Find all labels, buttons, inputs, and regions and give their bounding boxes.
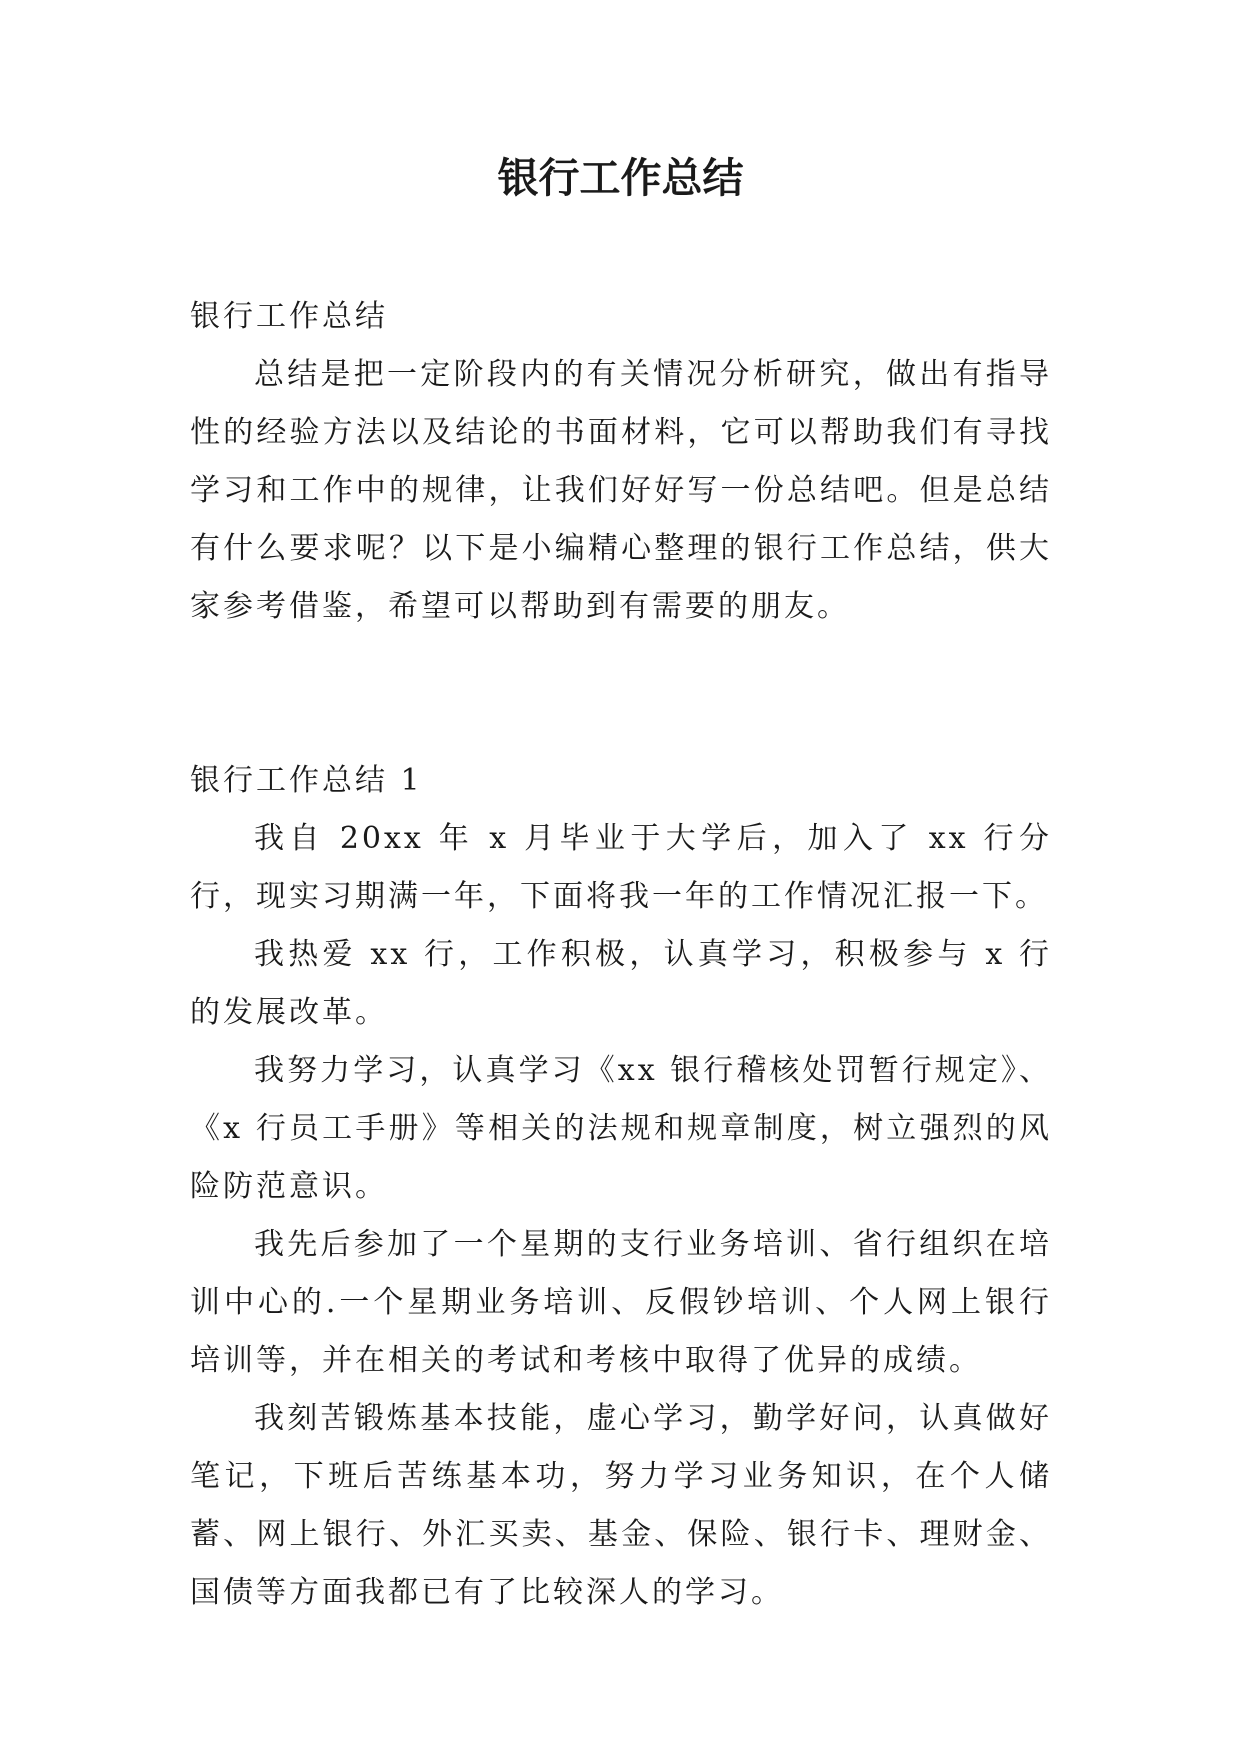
- body-paragraph: 我努力学习，认真学习《xx 银行稽核处罚暂行规定》、《x 行员工手册》等相关的法规和规章制度，树立强烈的风险防范意识。: [190, 1053, 1052, 1204]
- section-spacer: [190, 636, 1052, 752]
- intro-paragraph: 总结是把一定阶段内的有关情况分析研究，做出有指导性的经验方法以及结论的书面材料，它可以帮助我们有寻找学习和工作中的规律，让我们好好写一份总结吧。但是总结有什么要求呢？以下是小编精心整理的银行工作总结，供大家参考借鉴，希望可以帮助到有需要的朋友。: [190, 357, 1052, 624]
- body-paragraph: 我热爱 xx 行，工作积极，认真学习，积极参与 x 行的发展改革。: [190, 937, 1052, 1030]
- intro-heading: 银行工作总结: [190, 299, 388, 334]
- body-paragraph: 我自 20xx 年 x 月毕业于大学后，加入了 xx 行分行，现实习期满一年，下面将我一年的工作情况汇报一下。: [190, 821, 1052, 914]
- body-paragraph: 我先后参加了一个星期的支行业务培训、省行组织在培训中心的.一个星期业务培训、反假钞培训、个人网上银行培训等，并在相关的考试和考核中取得了优异的成绩。: [190, 1227, 1052, 1378]
- document-title: 银行工作总结: [497, 154, 744, 202]
- document-body: [190, 288, 1052, 1622]
- body-paragraph: 我刻苦锻炼基本技能，虚心学习，勤学好问，认真做好笔记，下班后苦练基本功，努力学习业务知识，在个人储蓄、网上银行、外汇买卖、基金、保险、银行卡、理财金、国债等方面我都已有了比较深人的学习。: [190, 1401, 1052, 1610]
- section-heading: 银行工作总结 1: [190, 763, 423, 798]
